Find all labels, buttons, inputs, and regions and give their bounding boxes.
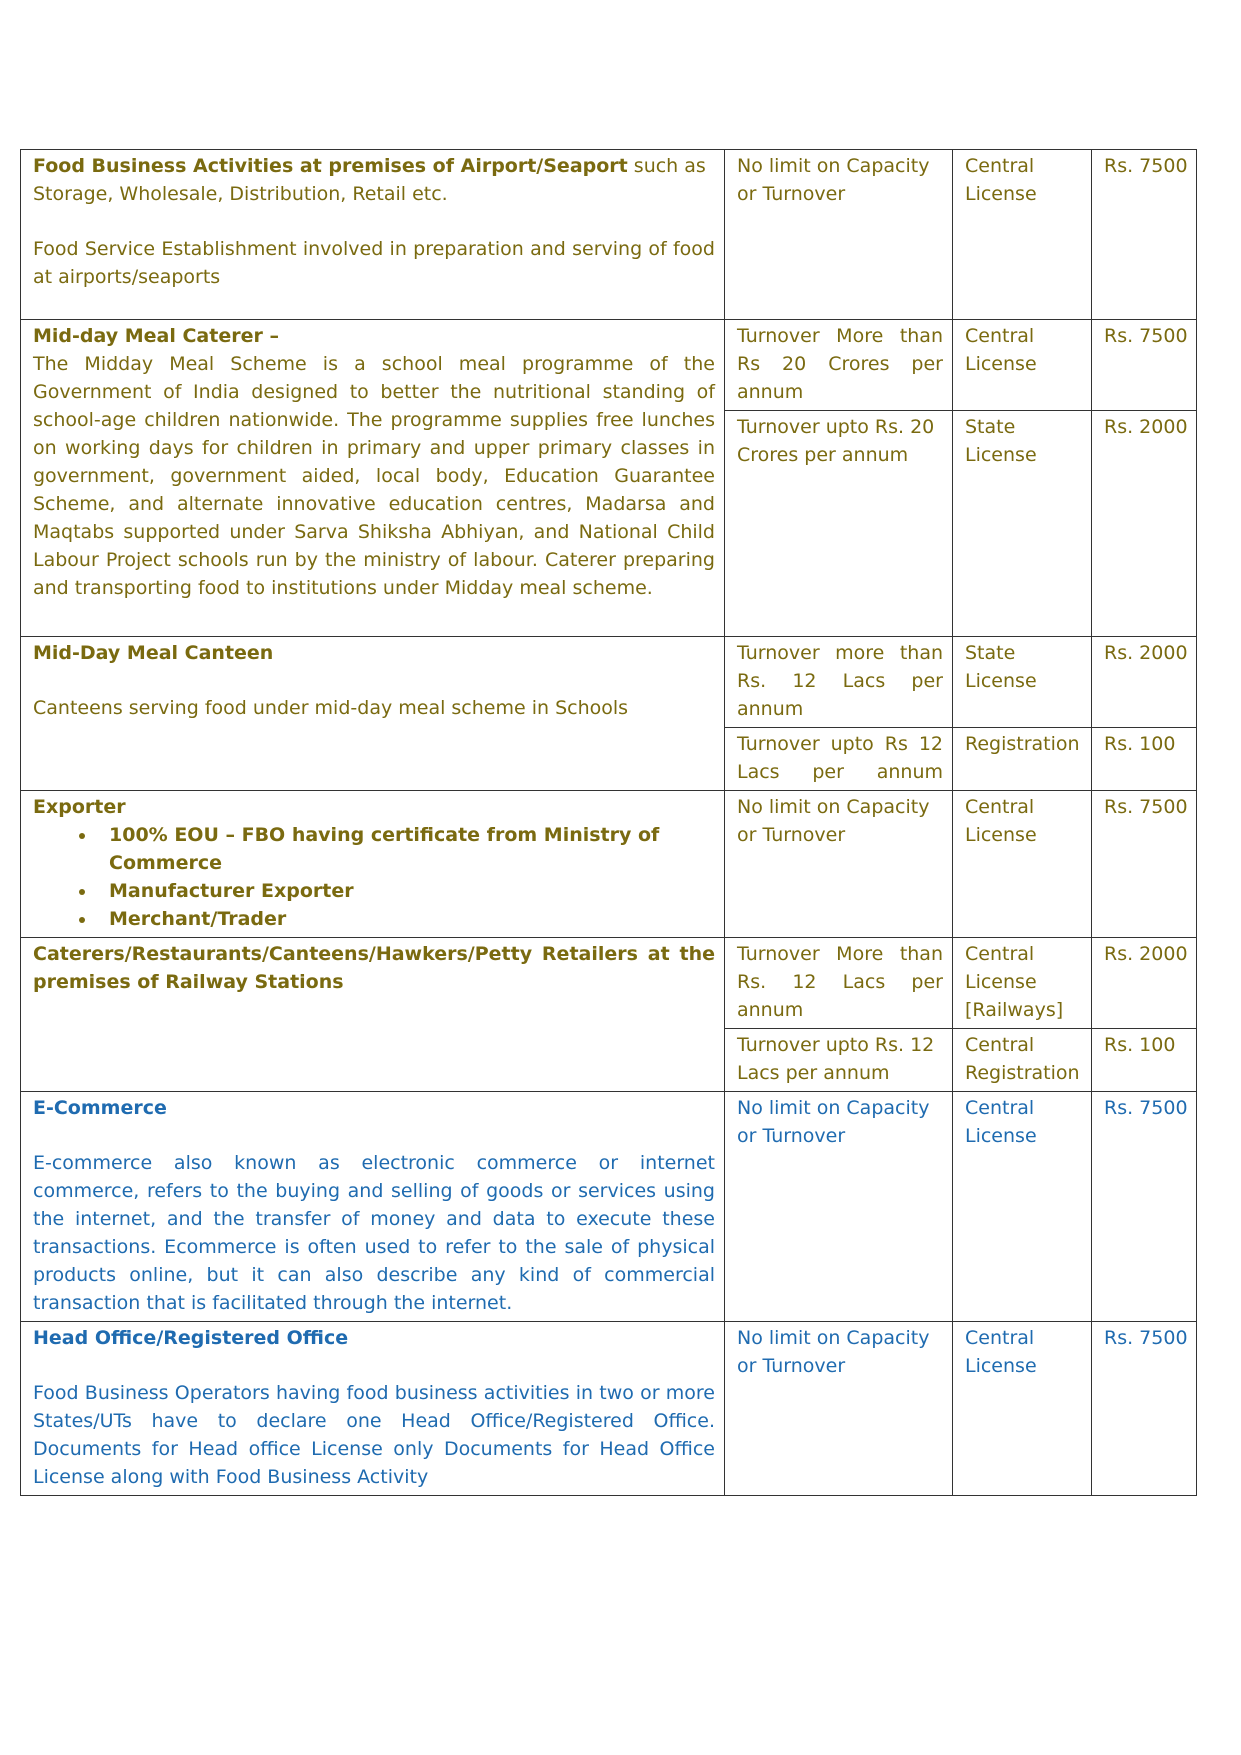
activity-description: The Midday Meal Scheme is a school meal programme of the Government of India designed to better the nutritional standing of school-age children nationwide. The programme supplies free lunches on working days for children in primary and upper primary classes in government, government aided, local body, Education Guarantee Scheme, and alternate innovative education centres, Madarsa and Maqtabs supported under Sarva Shiksha Abhiyan, and National Child Labour Project schools run by the ministry of labour. Caterer preparing and transporting food to institutions under Midday meal scheme.	[33, 353, 715, 599]
license-type-cell: Registration	[953, 728, 1092, 791]
license-fee-table-page	[20, 149, 1197, 1496]
fee-cell: Rs. 7500	[1092, 1322, 1197, 1496]
activity-title: Food Business Activities at premises of Airport/Seaport	[33, 155, 628, 177]
license-type-cell: Central Registration	[953, 1029, 1092, 1092]
fee-cell: Rs. 2000	[1092, 411, 1197, 637]
table-row	[21, 938, 1197, 1029]
criteria-cell: Turnover upto Rs 12 Lacs per annum	[725, 728, 953, 791]
license-type-cell: Central License	[953, 150, 1092, 320]
table-row	[21, 637, 1197, 728]
activity-description: Canteens serving food under mid-day meal scheme in Schools	[33, 697, 629, 719]
license-type-cell: Central License	[953, 320, 1092, 411]
fee-cell: Rs. 100	[1092, 728, 1197, 791]
fee-cell: Rs. 2000	[1092, 938, 1197, 1029]
activity-title: E-Commerce	[33, 1097, 167, 1119]
table-row	[21, 1322, 1197, 1496]
license-fee-table	[20, 149, 1197, 1496]
activity-description: E-commerce also known as electronic commerce or internet commerce, refers to the buying and selling of goods or services using the internet, and the transfer of money and data to execute these transactions. Ecommerce is often used to refer to the sale of physical products online, but it can also describe any kind of commercial transaction that is facilitated through the internet.	[33, 1152, 715, 1314]
criteria-cell: Turnover More than Rs. 12 Lacs per annum	[725, 938, 953, 1029]
activity-cell	[21, 1092, 725, 1322]
license-type-cell: Central License [Railways]	[953, 938, 1092, 1029]
license-type-cell: Central License	[953, 1092, 1092, 1322]
activity-cell	[21, 1322, 725, 1496]
list-item: • 100% EOU – FBO having certificate from Ministry of Commerce	[97, 821, 715, 877]
activity-line: Storage, Wholesale, Distribution, Retail etc.	[33, 183, 448, 205]
criteria-cell: Turnover More than Rs 20 Crores per annum	[725, 320, 953, 411]
license-type-cell: Central License	[953, 1322, 1092, 1496]
activity-cell	[21, 320, 725, 637]
license-type-cell: Central License	[953, 791, 1092, 938]
exporter-bullet-list	[33, 821, 715, 933]
activity-cell	[21, 637, 725, 791]
activity-cell	[21, 791, 725, 938]
fee-cell: Rs. 7500	[1092, 1092, 1197, 1322]
list-item: • Manufacturer Exporter	[97, 877, 715, 905]
list-item: • Merchant/Trader	[97, 905, 715, 933]
license-type-cell: State License	[953, 637, 1092, 728]
criteria-cell: No limit on Capacity or Turnover	[725, 1092, 953, 1322]
criteria-cell: Turnover upto Rs. 12 Lacs per annum	[725, 1029, 953, 1092]
fee-cell: Rs. 2000	[1092, 637, 1197, 728]
activity-description: Food Service Establishment involved in preparation and serving of food at airports/seaports	[33, 238, 715, 288]
criteria-cell: Turnover upto Rs. 20 Crores per annum	[725, 411, 953, 637]
activity-title: Caterers/Restaurants/Canteens/Hawkers/Petty Retailers at the premises of Railway Stations	[33, 943, 715, 993]
activity-title: Mid-Day Meal Canteen	[33, 642, 274, 664]
fee-cell: Rs. 7500	[1092, 320, 1197, 411]
criteria-cell: No limit on Capacity or Turnover	[725, 150, 953, 320]
activity-title-suffix: such as	[627, 155, 706, 177]
license-type-cell: State License	[953, 411, 1092, 637]
fee-cell: Rs. 7500	[1092, 791, 1197, 938]
criteria-cell: Turnover more than Rs. 12 Lacs per annum	[725, 637, 953, 728]
table-row	[21, 150, 1197, 320]
fee-cell: Rs. 7500	[1092, 150, 1197, 320]
fee-cell: Rs. 100	[1092, 1029, 1197, 1092]
activity-description: Food Business Operators having food business activities in two or more States/UTs have to declare one Head Office/Registered Office. Documents for Head office License only Documents for Head Office License along with Food Business Activity	[33, 1382, 715, 1488]
table-row	[21, 1092, 1197, 1322]
activity-title: Exporter	[33, 796, 126, 818]
criteria-cell: No limit on Capacity or Turnover	[725, 1322, 953, 1496]
activity-title: Mid-day Meal Caterer –	[33, 325, 279, 347]
activity-title: Head Office/Registered Office	[33, 1327, 349, 1349]
criteria-cell: No limit on Capacity or Turnover	[725, 791, 953, 938]
table-row	[21, 320, 1197, 411]
table-row	[21, 791, 1197, 938]
activity-cell	[21, 150, 725, 320]
activity-cell	[21, 938, 725, 1092]
